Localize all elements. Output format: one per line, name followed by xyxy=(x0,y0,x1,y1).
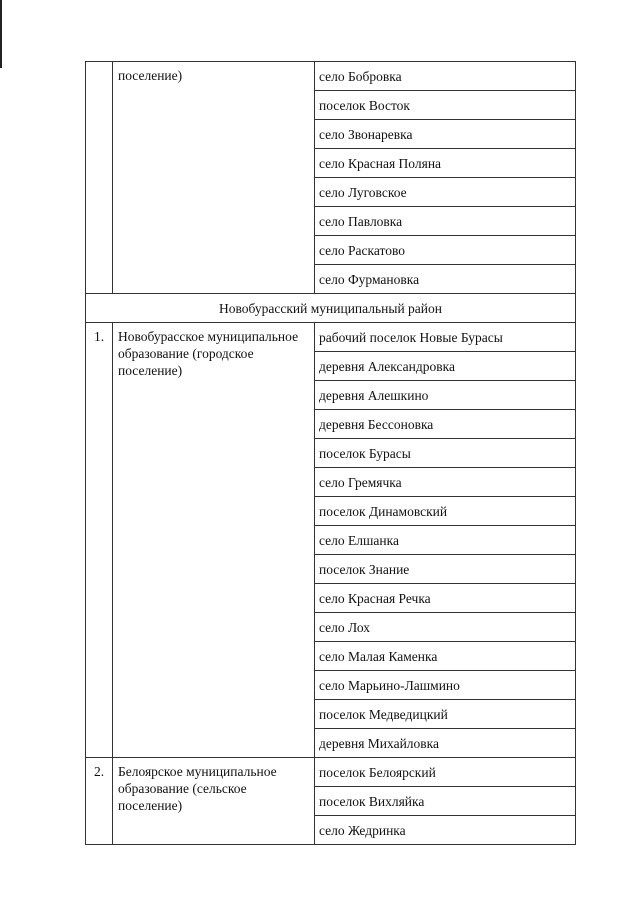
locality-cell: поселок Вихляйка xyxy=(315,787,576,816)
locality-cell: поселок Бурасы xyxy=(315,439,576,468)
locality-cell: село Звонаревка xyxy=(315,120,576,149)
locality-cell: село Гремячка xyxy=(315,468,576,497)
scan-edge-mark xyxy=(0,0,2,68)
table-body xyxy=(86,62,576,845)
locality-cell: село Луговское xyxy=(315,178,576,207)
locality-cell: село Марьино-Лашмино xyxy=(315,671,576,700)
locality-cell: село Елшанка xyxy=(315,526,576,555)
locality-cell: село Лох xyxy=(315,613,576,642)
row-number-cell: 1. xyxy=(86,323,113,758)
municipality-cell: Новобурасское муниципальное образование (городское поселение) xyxy=(113,323,315,758)
locality-cell: поселок Медведицкий xyxy=(315,700,576,729)
table-row xyxy=(86,323,576,352)
table-row xyxy=(86,62,576,91)
locality-cell: село Бобровка xyxy=(315,62,576,91)
locality-cell: поселок Динамовский xyxy=(315,497,576,526)
locality-cell: рабочий поселок Новые Бурасы xyxy=(315,323,576,352)
locality-cell: деревня Михайловка xyxy=(315,729,576,758)
locality-cell: село Малая Каменка xyxy=(315,642,576,671)
locality-cell: деревня Бессоновка xyxy=(315,410,576,439)
locality-cell: поселок Восток xyxy=(315,91,576,120)
row-number-cell xyxy=(86,62,113,294)
locality-cell: поселок Белоярский xyxy=(315,758,576,787)
row-number-cell: 2. xyxy=(86,758,113,845)
locality-cell: село Павловка xyxy=(315,207,576,236)
municipality-cell: поселение) xyxy=(113,62,315,294)
locality-cell: деревня Алешкино xyxy=(315,381,576,410)
locality-cell: село Красная Речка xyxy=(315,584,576,613)
locality-cell: поселок Знание xyxy=(315,555,576,584)
locality-cell: село Раскатово xyxy=(315,236,576,265)
district-title: Новобурасский муниципальный район xyxy=(86,294,576,323)
municipality-cell: Белоярское муниципальное образование (сельское поселение) xyxy=(113,758,315,845)
locality-cell: деревня Александровка xyxy=(315,352,576,381)
district-header-row xyxy=(86,294,576,323)
table-row xyxy=(86,758,576,787)
locality-cell: село Жедринка xyxy=(315,816,576,845)
settlements-table xyxy=(85,61,576,845)
locality-cell: село Фурмановка xyxy=(315,265,576,294)
locality-cell: село Красная Поляна xyxy=(315,149,576,178)
